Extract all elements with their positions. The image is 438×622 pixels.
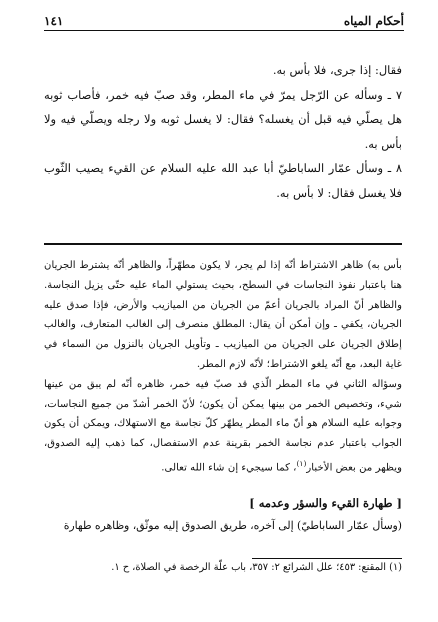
footnote-marker: (١) <box>296 458 307 468</box>
page-header <box>44 14 404 31</box>
chapter-title: أحكام المياه <box>343 14 404 28</box>
text-separator <box>44 243 402 245</box>
commentary-text <box>44 256 402 478</box>
section-heading: [ طهارة القيء والسؤر وعدمه ] <box>249 496 402 510</box>
hadith-paragraph: فقال: إذا جرى، فلا بأس به. <box>272 63 402 77</box>
section-body <box>44 516 402 536</box>
commentary-sentence: وسؤاله الثاني في ماء المطر الّذي قد صبّ فيه خمر، ظاهره أنّه لم يبق من عينها شيء، وتخصيص الخمر من بينها يمكن أن يكون؛ لأنّ الخمر أشدّ من جميع النجاسات، وجوابه عليه السلام هو أنّ ماء المطر يطهّر كلّ نجاسة مع الاستهلاك، ويمكن أن يكون الجواب باعتبار عدم نجاسة الخمر بقرينة عدم الاستفصال، كما ذهب إليه الصدوق، ويظهر من بعض الأخبار <box>44 378 402 474</box>
section-paragraph: (وسأل عمّار الساباطيّ) إلى آخره، طريق الصدوق إليه موثّق، وظاهره طهارة <box>63 519 402 532</box>
commentary-paragraph <box>44 375 402 478</box>
footnotes <box>44 562 402 573</box>
footnote-separator <box>252 558 402 559</box>
hadith-paragraph: ٨ ـ وسأل عمّار الساباطيّ أبا عبد الله عليه السلام عن القيء يصيب الثّوب فلا يغسل فقال: لا بأس به. <box>44 161 402 200</box>
commentary-paragraph: بأس به) ظاهر الاشتراط أنّه إذا لم يجر، لا يكون مطهّراً، والظاهر أنّه يشترط الجريان هنا باعتبار نفوذ النجاسات في السطح، بحيث يستولي الماء عليه حتّى يزيل النجاسة. والظاهر أنّ المراد بالجريان أعمّ من الجريان من الميازيب والأرض، فإذا صدق عليه الجريان، يكفي ـ وإن أمكن أن يقال: المطلق منصرف إلى الغالب المتعارف، والغالب إطلاق الجريان على الجريان من الميازيب ـ وتأويل الجريان بالنزول من السماء في غاية البعد، مع أنّه يلغو الاشتراط؛ لأنّه لازم المطر. <box>44 260 402 370</box>
commentary-sentence: ، كما سيجيء إن شاء الله تعالى. <box>161 462 297 474</box>
page-number: ١٤١ <box>44 14 64 28</box>
footnote-item: (١) المقنع: ٤٥٣؛ علل الشرائع ٢: ٣٥٧، باب علّة الرخصة في الصلاة، ح ١. <box>111 562 402 573</box>
hadith-text <box>44 58 402 205</box>
hadith-paragraph: ٧ ـ وسأله عن الرّجل يمرّ في ماء المطر، وقد صبّ فيه خمر، فأصاب ثوبه هل يصلّي فيه قبل أن يغسله؟ فقال: لا يغسل ثوبه ولا رجله ويصلّي فيه ولا بأس به. <box>44 87 402 151</box>
